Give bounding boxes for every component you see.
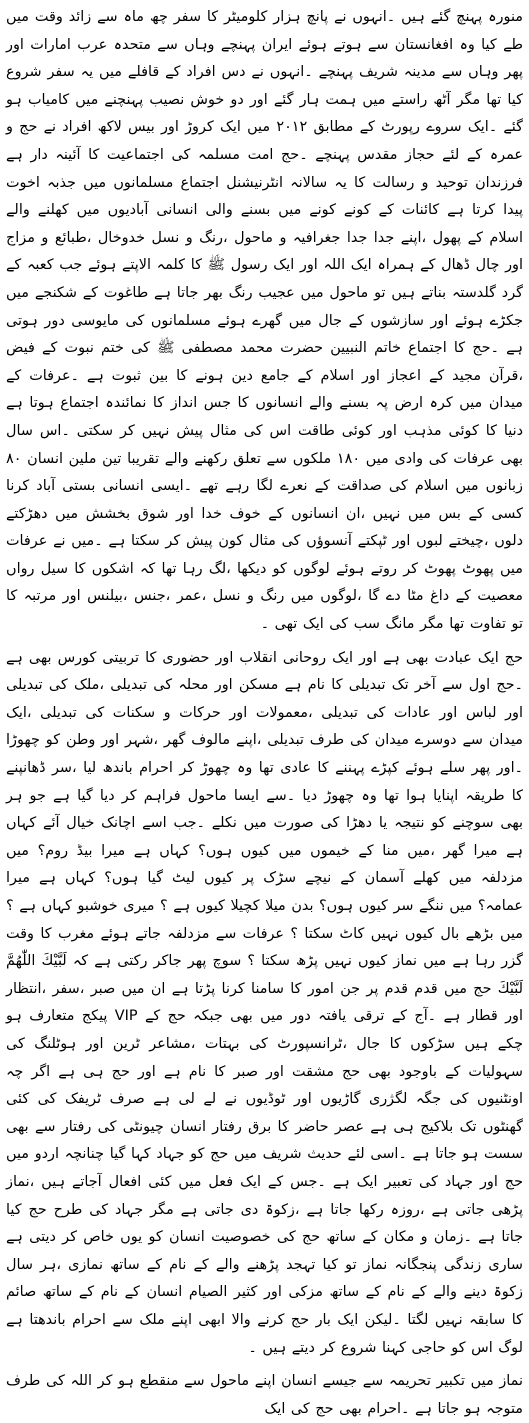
article-paragraph: حج ایک عبادت بھی ہے اور ایک روحانی انقلاب اور حضوری کا تربیتی کورس بھی ہے ۔حج اول سے آخر تک تبدیلی کا نام ہے مسکن اور محلہ کی تبدیلی ،ملک کی تبدیلی اور لباس اور عادات کی تبدیلی ،معمولات اور حرکات و سکنات کی تبدیلی ،ایک میدان سے دوسرے میدان کی طرف تبدیلی ،اپنے مالوف گھر ،شہر اور وطن کو چھوڑا ۔اور پھر سلے ہوئے کپڑے پہننے کا عادی تھا وہ چھوڑ کر احرام باندھ لیا ،سر ڈھانپنے کا طریقہ اپنایا ہوا تھا وہ چھوڑ دیا ۔سے ایسا ماحول فراہم کر دیا گیا ہے جو ہر بھی سوچنے کو نتیجہ یا دھڑا کی صورت میں نکلے ۔جب اسے اچانک خیال آئے کہاں ہے میرا گھر ،میں منا کے خیموں میں کیوں ہوں؟ کہاں ہے میرا بیڈ روم؟ میں مزدلفہ میں کھلے آسمان کے نیچے سڑک پر کیوں لیٹ گیا ہوں؟ کہاں ہے میرا عمامہ؟ میں ننگے سر کیوں ہوں؟ بدن میلا کچیلا کیوں ہے ؟ میری خوشبو کہاں ہے ؟ میں بڑھے بال کیوں نہیں کاٹ سکتا ؟ عرفات سے مزدلفہ جاتے ہوئے مغرب کا وقت گزر رہا ہے میں نماز کیوں نہیں پڑھ سکتا ؟ سوچ پھر جاکر رکتی ہے کہ لَبَّيْكَ اللّٰهُمَّ لَبَّيْكَ حج میں قدم قدم پر جن امور کا سامنا کرنا پڑتا ہے ان میں صبر ،سفر ،انتظار اور قطار ہے ۔آج کے ترقی یافتہ دور میں بھی جبکہ حج کے VIP پیکج متعارف ہو چکے ہیں سڑکوں کا جال ،ٹرانسپورٹ کی بہتات ،مشاعر ٹرین اور ہوٹلنگ کی سہولیات کے باوجود بھی حج مشقت اور صبر کا نام ہے اور حج ہی ہے اگر چہ اونٹنیوں کی جگہ لگژری گاڑیوں اور ٹوڈیوں نے لے لی ہے صرف ٹریفک کی کئی گھنٹوں تک بلاکیج ہی ہے عصر حاضر کا برق رفتار انسان چیونٹی کی رفتار سے بھی سست ہو جاتا ہے ۔اسی لئے حدیث شریف میں حج کو جہاد کہا گیا چنانچہ اردو میں حج اور جہاد کی تعبیر ایک ہے ۔جس کے ایک فعل میں کئی افعال آجاتے ہیں ،نماز پڑھی جاتی ہے ،روزہ رکھا جاتا ہے ،زکوۃ دی جاتی ہے مگر جہاد کی طرح حج کیا جاتا ہے ۔زمان و مکان کے ساتھ حج کی خصوصیت انسان کو یوں خاص کر دیتی ہے ساری زندگی پنجگانہ نماز تو کیا تہجد پڑھنے والے کے نام کے ساتھ نمازی ،ہر سال زکوۃ دینے والے کے نام کے ساتھ مزکی اور کثیر الصیام انسان کے نام کے ساتھ صائم کا سابقہ نہیں لگتا ۔لیکن ایک بار حج کرنے والا ابھی اپنے ملک سے احرام باندھتا ہے لوگ اس کو حاجی کہنا شروع کر دیتے ہیں ۔	[6, 649, 523, 1356]
article-paragraph: نماز میں تکبیر تحریمہ سے جیسے انسان اپنے ماحول سے منقطع ہو کر اللہ کی طرف متوجہ ہو جاتا ہے ۔احرام بھی حج کی ایک	[6, 1373, 523, 1417]
article-paragraph: منورہ پہنچ گئے ہیں ۔انہوں نے پانچ ہزار کلومیٹر کا سفر چھ ماہ سے زائد وقت میں طے کیا وہ افغانستان سے ہوتے ہوئے ایران پہنچے وہاں سے متحدہ عرب امارات اور پھر وہاں سے مدینہ شریف پہنچے ۔انہوں نے دس افراد کے قافلے میں یہ سفر شروع کیا تھا مگر آٹھ راستے میں ہمت ہار گئے اور دو خوش نصیب پہنچنے میں کامیاب ہو گئے ۔ایک سروے رپورٹ کے مطابق ۲۰۱۲ میں ایک کروڑ اور بیس لاکھ افراد نے حج و عمرہ کے لئے حجاز مقدس پہنچے ۔حج امت مسلمہ کی اجتماعیت کا آئینہ دار ہے فرزندان توحید و رسالت کا یہ سالانہ انٹرنیشنل اجتماع مسلمانوں میں جذبہ اخوت پیدا کرتا ہے کائنات کے کونے کونے میں بسنے والی انسانی آبادیوں میں کھلنے والے اسلام کے پھول ،اپنے جدا جدا جغرافیہ و ماحول ،رنگ و نسل خدوخال ،طبائع و مزاج اور چال ڈھال کے ہمراہ ایک اللہ اور ایک رسول ﷺ کا کلمہ الاپتے ہوئے جب کعبہ کے گرد گلدستہ بناتے ہیں تو ماحول میں عجیب رنگ بھر جاتا ہے طاغوت کے شکنجے میں جکڑے ہوئے اور سازشوں کے جال میں گھرے ہوئے مسلمانوں کی مایوسی دور ہوتی ہے ۔حج کا اجتماع خاتم النبیین حضرت محمد مصطفی ﷺ کی ختم نبوت کے فیض ،قرآن مجید کے اعجاز اور اسلام کے جامع دین ہونے کا بین ثبوت ہے ۔عرفات کے میدان میں کرہ ارض پہ بسنے والے انسانوں کا جس انداز کا نمائندہ اجتماع ہوتا ہے دنیا کا کوئی مذہب اور کوئی طاقت اس کی مثال پیش نہیں کر سکتی ۔اس سال بھی عرفات کی وادی میں ۱۸۰ ملکوں سے تعلق رکھنے والے تقریبا تین ملین انسان ۸۰ زبانوں میں اسلام کی صداقت کے نعرے لگا رہے تھے ۔ایسی انسانی بستی آباد کرنا کسی کے بس میں نہیں ،ان انسانوں کے خوف خدا اور شوق بخشش میں دھڑکتے دلوں ،چیختے لبوں اور ٹپکتے آنسوؤں کی مثال کون پیش کر سکتا ہے ۔میں نے عرفات میں پھوٹ پھوٹ کر روتے ہوئے لوگوں کو دیکھا ،لگ رہا تھا کہ اشکوں کا سیل رواں معصیت کے داغ مٹا دے گا ،لوگوں میں رنگ و نسل ،عمر ،جنس ،بیلنس اور مرتبہ کا تو تفاوت تھا مگر مانگ سب کی ایک تھی ۔	[6, 9, 523, 633]
